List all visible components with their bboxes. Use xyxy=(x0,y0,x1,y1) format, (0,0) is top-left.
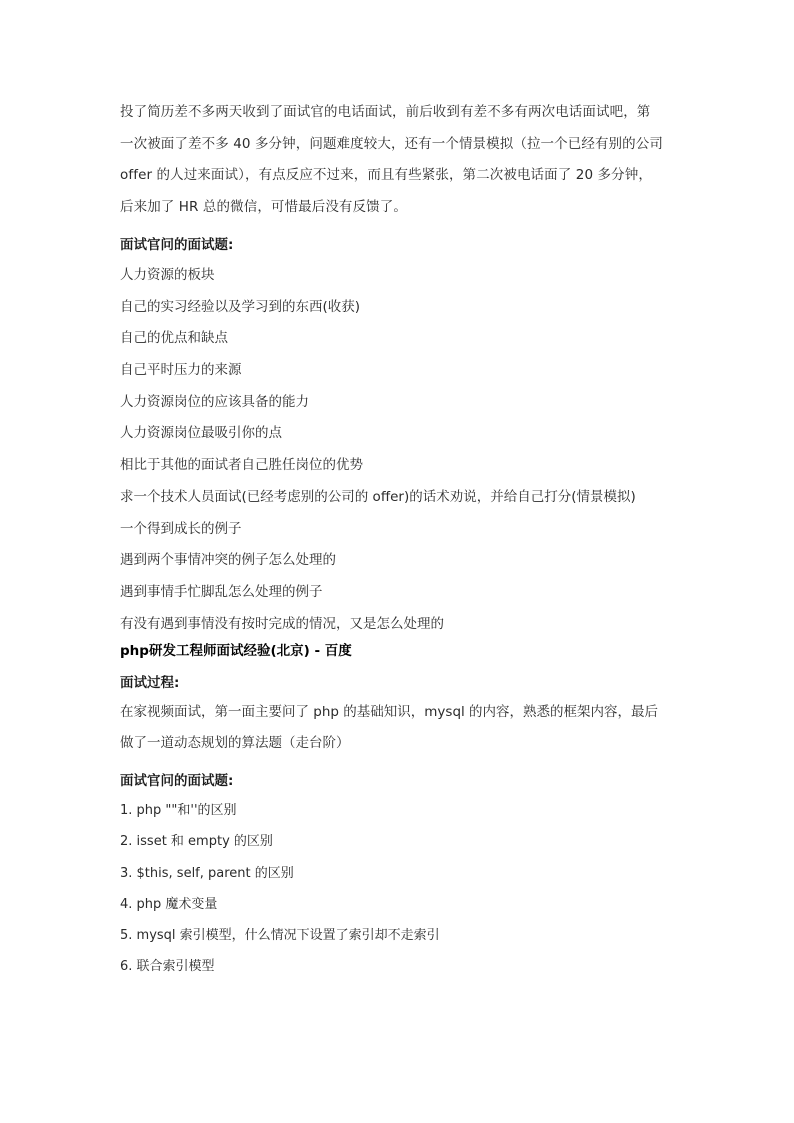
list-item: 3. $this, self, parent 的区别 xyxy=(120,865,294,881)
list-item: 人力资源岗位最吸引你的点 xyxy=(120,425,282,442)
list-item: 自己平时压力的来源 xyxy=(120,362,242,379)
intro-paragraph xyxy=(120,97,680,223)
list-item: 求一个技术人员面试(已经考虑别的公司的 offer)的话术劝说，并给自己打分(情景模拟) xyxy=(120,488,636,505)
intro-line: offer 的人过来面试），有点反应不过来，而且有些紧张，第二次被电话面了 20 多分钟， xyxy=(120,167,652,183)
section1-heading: 面试官问的面试题: xyxy=(120,237,234,253)
intro-line: 后来加了 HR 总的微信，可惜最后没有反馈了。 xyxy=(120,198,407,215)
list-item: 5. mysql 索引模型，什么情况下设置了索引却不走索引 xyxy=(120,928,440,944)
section1-question-list xyxy=(120,260,700,640)
list-item: 6. 联合索引模型 xyxy=(120,959,215,975)
questions-heading: 面试官问的面试题: xyxy=(120,773,234,789)
list-item: 遇到两个事情冲突的例子怎么处理的 xyxy=(120,552,336,569)
list-item: 2. isset 和 empty 的区别 xyxy=(120,834,273,850)
section2-title: php研发工程师面试经验(北京) - 百度 xyxy=(120,643,352,659)
list-item: 相比于其他的面试者自己胜任岗位的优势 xyxy=(120,457,363,474)
list-item: 有没有遇到事情没有按时完成的情况，又是怎么处理的 xyxy=(120,615,444,632)
intro-line: 投了简历差不多两天收到了面试官的电话面试，前后收到有差不多有两次电话面试吧，第 xyxy=(120,104,651,120)
list-item: 一个得到成长的例子 xyxy=(120,520,242,537)
list-item: 自己的实习经验以及学习到的东西(收获) xyxy=(120,298,361,315)
process-line: 在家视频面试，第一面主要问了 php 的基础知识，mysql 的内容，熟悉的框架内容，最后 xyxy=(120,704,659,720)
list-item: 1. php ""和''的区别 xyxy=(120,803,237,818)
list-item: 自己的优点和缺点 xyxy=(120,330,228,347)
process-line: 做了一道动态规划的算法题（走台阶） xyxy=(120,735,350,751)
list-item: 4. php 魔术变量 xyxy=(120,896,218,912)
list-item: 遇到事情手忙脚乱怎么处理的例子 xyxy=(120,583,323,600)
list-item: 人力资源的板块 xyxy=(120,267,215,283)
process-heading: 面试过程: xyxy=(120,675,180,691)
process-paragraph xyxy=(120,697,680,759)
section2-question-list xyxy=(120,795,700,983)
list-item: 人力资源岗位的应该具备的能力 xyxy=(120,393,309,410)
intro-line: 一次被面了差不多 40 多分钟，问题难度较大，还有一个情景模拟（拉一个已经有别的公司 xyxy=(120,135,663,152)
